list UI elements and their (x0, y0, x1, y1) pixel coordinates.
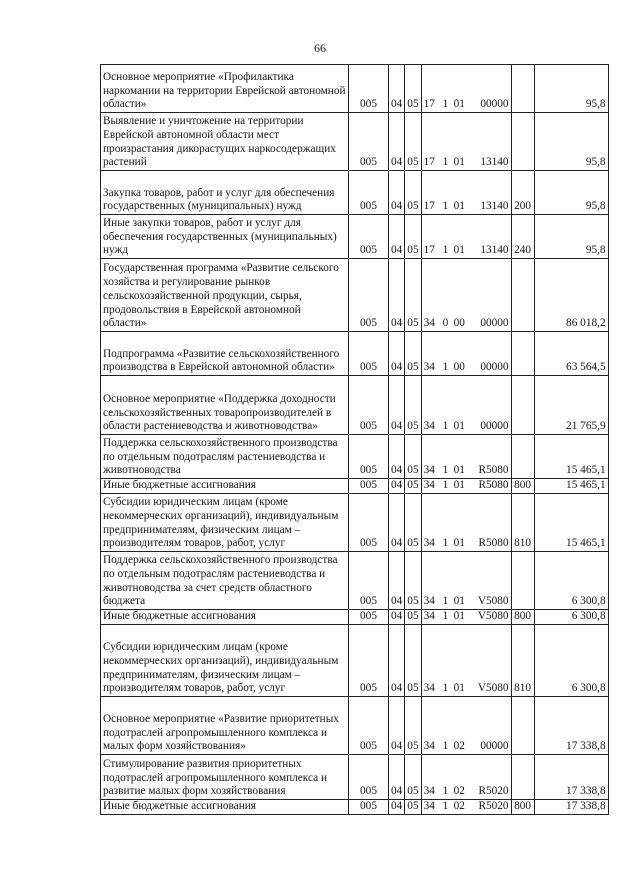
expense-type-code: 810 (511, 625, 534, 697)
target-article-code (421, 171, 511, 215)
target-article-part: 17 (423, 244, 435, 257)
amount: 17 338,8 (534, 755, 608, 800)
expense-type-code: 240 (511, 215, 534, 259)
target-article-part: 01 (453, 200, 465, 213)
item-name: Иные бюджетные ассигнования (101, 479, 349, 494)
target-article-parts (424, 785, 509, 799)
page-number: 66 (314, 41, 326, 55)
target-article-part: 00000 (480, 420, 509, 433)
target-article-code (421, 552, 511, 610)
item-name: Иные бюджетные ассигнования (101, 610, 349, 625)
table-row (101, 332, 609, 376)
target-article-code (421, 113, 511, 171)
expense-type-code (511, 697, 534, 755)
target-article-part: 1 (442, 200, 449, 213)
table-row (101, 625, 609, 697)
target-article-parts (424, 156, 509, 170)
grbs-code: 005 (349, 697, 389, 755)
target-article-parts (424, 420, 509, 434)
target-article-part: 01 (453, 595, 465, 608)
expense-type-code (511, 259, 534, 332)
table-row (101, 259, 609, 332)
target-article-parts (424, 317, 509, 331)
item-name: Субсидии юридическим лицам (кроме некоммерческих организаций), индивидуальным предпринимателям, физическим лицам – производителям товаров, работ, услуг (101, 625, 349, 697)
target-article-part: 01 (453, 610, 465, 623)
grbs-code: 005 (349, 376, 389, 435)
target-article-part: 17 (423, 156, 435, 169)
table-row (101, 800, 609, 815)
expense-type-code (511, 552, 534, 610)
amount: 86 018,2 (534, 259, 608, 332)
table-row (101, 610, 609, 625)
target-article-part: 1 (442, 537, 449, 550)
target-article-code (421, 215, 511, 259)
target-article-parts (424, 98, 509, 112)
table-row (101, 494, 609, 552)
target-article-parts (424, 682, 509, 696)
target-article-parts (424, 740, 509, 754)
target-article-part: 1 (442, 156, 449, 169)
subsection-code: 05 (405, 171, 421, 215)
table-row (101, 215, 609, 259)
target-article-part: 01 (453, 244, 465, 257)
target-article-part: 34 (423, 464, 435, 477)
target-article-part: 01 (453, 537, 465, 550)
section-code: 04 (389, 800, 405, 815)
target-article-parts (424, 464, 509, 478)
expense-type-code: 200 (511, 171, 534, 215)
grbs-code: 005 (349, 494, 389, 552)
expense-type-code (511, 65, 534, 113)
section-code: 04 (389, 755, 405, 800)
target-article-part: 1 (442, 595, 449, 608)
item-name: Иные закупки товаров, работ и услуг для обеспечения государственных (муниципальных) нужд (101, 215, 349, 259)
target-article-parts (424, 200, 509, 214)
target-article-part: 00 (453, 317, 465, 330)
expense-type-code: 800 (511, 800, 534, 815)
table-row (101, 755, 609, 800)
grbs-code: 005 (349, 435, 389, 479)
amount: 95,8 (534, 113, 608, 171)
item-name: Стимулирование развития приоритетных подотраслей агропромышленного комплекса и развитие малых форм хозяйствования (101, 755, 349, 800)
target-article-part: 34 (423, 595, 435, 608)
target-article-parts (424, 361, 509, 375)
section-code: 04 (389, 332, 405, 376)
item-name: Поддержка сельскохозяйственного производства по отдельным подотраслям растениеводства и животноводства за счет средств областного бюджета (101, 552, 349, 610)
section-code: 04 (389, 259, 405, 332)
target-article-part: 34 (423, 317, 435, 330)
item-name: Закупка товаров, работ и услуг для обеспечения государственных (муниципальных) нужд (101, 171, 349, 215)
subsection-code: 05 (405, 552, 421, 610)
item-name: Основное мероприятие «Профилактика наркомании на территории Еврейской автономной области» (101, 65, 349, 113)
target-article-part: V5080 (477, 610, 509, 623)
amount: 6 300,8 (534, 610, 608, 625)
target-article-part: 1 (442, 98, 449, 111)
target-article-part: 17 (423, 200, 435, 213)
target-article-part: 01 (453, 98, 465, 111)
section-code: 04 (389, 215, 405, 259)
target-article-part: 0 (442, 317, 449, 330)
target-article-part: 1 (442, 244, 449, 257)
target-article-part: 00000 (480, 317, 509, 330)
subsection-code: 05 (405, 697, 421, 755)
target-article-code (421, 259, 511, 332)
grbs-code: 005 (349, 755, 389, 800)
item-name: Основное мероприятие «Развитие приоритетных подотраслей агропромышленного комплекса и малых форм хозяйствования» (101, 697, 349, 755)
target-article-code (421, 697, 511, 755)
target-article-part: 02 (453, 785, 465, 798)
item-name: Основное мероприятие «Поддержка доходности сельскохозяйственных товаропроизводителей в области растениеводства и животноводства» (101, 376, 349, 435)
target-article-part: R5080 (478, 479, 509, 492)
target-article-code (421, 332, 511, 376)
target-article-part: 13140 (480, 156, 509, 169)
target-article-part: 1 (442, 361, 449, 374)
target-article-parts (424, 595, 509, 609)
grbs-code: 005 (349, 552, 389, 610)
target-article-code (421, 625, 511, 697)
table-row (101, 376, 609, 435)
subsection-code: 05 (405, 625, 421, 697)
target-article-part: 13140 (480, 244, 509, 257)
target-article-part: 00000 (480, 361, 509, 374)
section-code: 04 (389, 435, 405, 479)
target-article-code (421, 479, 511, 494)
amount: 95,8 (534, 65, 608, 113)
table-row (101, 435, 609, 479)
target-article-part: 13140 (480, 200, 509, 213)
amount: 15 465,1 (534, 494, 608, 552)
target-article-code (421, 435, 511, 479)
target-article-part: 00000 (480, 98, 509, 111)
section-code: 04 (389, 65, 405, 113)
target-article-part: 1 (442, 464, 449, 477)
section-code: 04 (389, 494, 405, 552)
target-article-code (421, 494, 511, 552)
table-row (101, 65, 609, 113)
amount: 95,8 (534, 171, 608, 215)
grbs-code: 005 (349, 800, 389, 815)
target-article-part: 34 (423, 537, 435, 550)
target-article-part: 01 (453, 479, 465, 492)
subsection-code: 05 (405, 494, 421, 552)
subsection-code: 05 (405, 215, 421, 259)
subsection-code: 05 (405, 755, 421, 800)
amount: 95,8 (534, 215, 608, 259)
item-name: Поддержка сельскохозяйственного производства по отдельным подотраслям растениеводства и животноводства (101, 435, 349, 479)
target-article-code (421, 376, 511, 435)
target-article-part: V5080 (477, 595, 509, 608)
target-article-part: R5020 (478, 785, 509, 798)
expense-type-code (511, 332, 534, 376)
expense-type-code (511, 435, 534, 479)
target-article-part: 34 (423, 479, 435, 492)
section-code: 04 (389, 376, 405, 435)
amount: 17 338,8 (534, 697, 608, 755)
amount: 17 338,8 (534, 800, 608, 815)
target-article-part: 34 (423, 800, 435, 813)
subsection-code: 05 (405, 435, 421, 479)
target-article-code (421, 610, 511, 625)
target-article-part: 1 (442, 785, 449, 798)
section-code: 04 (389, 697, 405, 755)
grbs-code: 005 (349, 215, 389, 259)
expense-type-code (511, 376, 534, 435)
target-article-part: 02 (453, 800, 465, 813)
amount: 15 465,1 (534, 479, 608, 494)
table-row (101, 479, 609, 494)
expense-type-code: 800 (511, 610, 534, 625)
target-article-part: 34 (423, 785, 435, 798)
grbs-code: 005 (349, 479, 389, 494)
target-article-part: 02 (453, 740, 465, 753)
amount: 63 564,5 (534, 332, 608, 376)
target-article-code (421, 65, 511, 113)
target-article-part: 1 (442, 682, 449, 695)
section-code: 04 (389, 171, 405, 215)
target-article-code (421, 755, 511, 800)
subsection-code: 05 (405, 610, 421, 625)
target-article-parts (424, 610, 509, 624)
target-article-parts (424, 800, 509, 814)
table-row (101, 171, 609, 215)
target-article-part: 1 (442, 740, 449, 753)
target-article-part: R5020 (478, 800, 509, 813)
grbs-code: 005 (349, 113, 389, 171)
target-article-code (421, 800, 511, 815)
amount: 6 300,8 (534, 552, 608, 610)
target-article-part: 34 (423, 361, 435, 374)
subsection-code: 05 (405, 65, 421, 113)
target-article-part: 1 (442, 800, 449, 813)
section-code: 04 (389, 552, 405, 610)
grbs-code: 005 (349, 259, 389, 332)
target-article-part: 1 (442, 420, 449, 433)
target-article-part: 01 (453, 420, 465, 433)
section-code: 04 (389, 479, 405, 494)
subsection-code: 05 (405, 800, 421, 815)
target-article-part: R5080 (478, 464, 509, 477)
target-article-part: 00 (453, 361, 465, 374)
target-article-part: R5080 (478, 537, 509, 550)
grbs-code: 005 (349, 65, 389, 113)
target-article-parts (424, 537, 509, 551)
item-name: Иные бюджетные ассигнования (101, 800, 349, 815)
expense-type-code: 810 (511, 494, 534, 552)
amount: 6 300,8 (534, 625, 608, 697)
table-row (101, 697, 609, 755)
target-article-part: 1 (442, 610, 449, 623)
budget-table (100, 64, 609, 815)
grbs-code: 005 (349, 171, 389, 215)
expense-type-code: 800 (511, 479, 534, 494)
target-article-parts (424, 479, 509, 493)
item-name: Выявление и уничтожение на территории Еврейской автономной области мест произрастания дикорастущих наркосодержащих растений (101, 113, 349, 171)
section-code: 04 (389, 625, 405, 697)
table-row (101, 113, 609, 171)
target-article-part: 01 (453, 156, 465, 169)
grbs-code: 005 (349, 332, 389, 376)
target-article-part: 00000 (480, 740, 509, 753)
grbs-code: 005 (349, 610, 389, 625)
section-code: 04 (389, 113, 405, 171)
amount: 21 765,9 (534, 376, 608, 435)
item-name: Подпрограмма «Развитие сельскохозяйственного производства в Еврейской автономной области» (101, 332, 349, 376)
subsection-code: 05 (405, 376, 421, 435)
target-article-part: 34 (423, 610, 435, 623)
target-article-part: 01 (453, 464, 465, 477)
expense-type-code (511, 755, 534, 800)
subsection-code: 05 (405, 332, 421, 376)
target-article-part: V5080 (477, 682, 509, 695)
target-article-part: 34 (423, 420, 435, 433)
subsection-code: 05 (405, 479, 421, 494)
expense-type-code (511, 113, 534, 171)
target-article-part: 34 (423, 740, 435, 753)
target-article-part: 01 (453, 682, 465, 695)
item-name: Субсидии юридическим лицам (кроме некоммерческих организаций), индивидуальным предпринимателям, физическим лицам – производителям товаров, работ, услуг (101, 494, 349, 552)
target-article-part: 1 (442, 479, 449, 492)
table-row (101, 552, 609, 610)
target-article-parts (424, 244, 509, 258)
subsection-code: 05 (405, 113, 421, 171)
grbs-code: 005 (349, 625, 389, 697)
subsection-code: 05 (405, 259, 421, 332)
target-article-part: 34 (423, 682, 435, 695)
amount: 15 465,1 (534, 435, 608, 479)
section-code: 04 (389, 610, 405, 625)
target-article-part: 17 (423, 98, 435, 111)
item-name: Государственная программа «Развитие сельского хозяйства и регулирование рынков сельскохозяйственной продукции, сырья, продовольствия в Еврейской автономной области» (101, 259, 349, 332)
